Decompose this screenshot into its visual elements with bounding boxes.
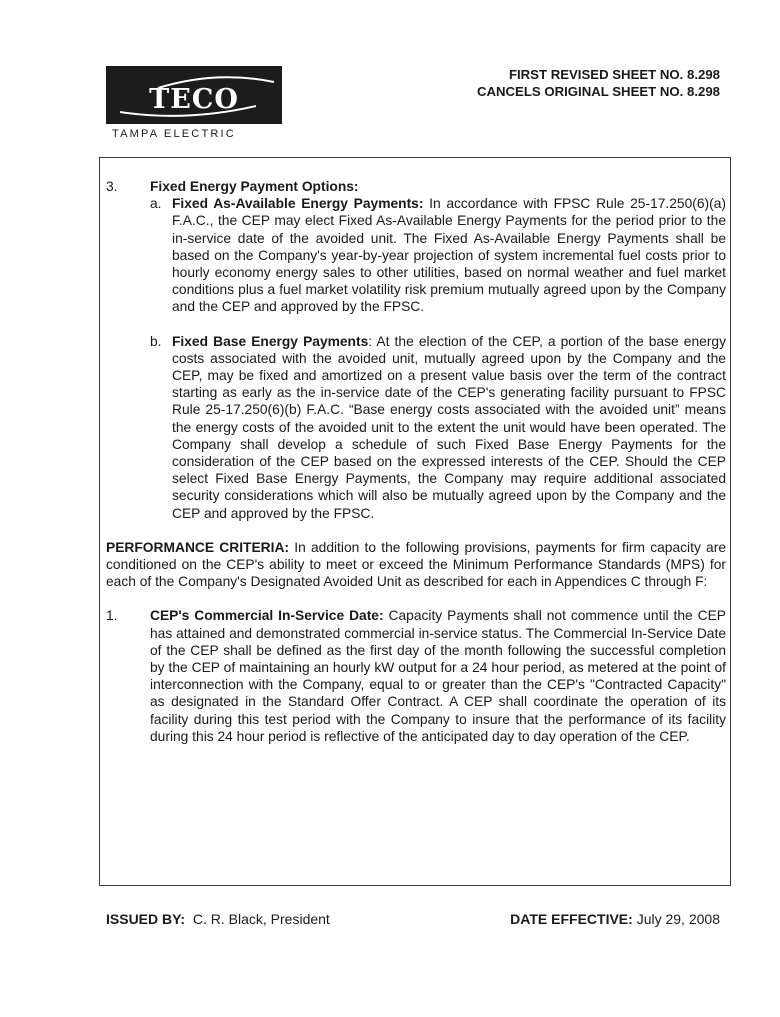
item-1: [106, 607, 726, 745]
option-b: [150, 333, 726, 522]
performance-title: PERFORMANCE CRITERIA:: [106, 539, 290, 555]
option-letter: a.: [150, 196, 162, 212]
date-effective-value: July 29, 2008: [636, 911, 720, 927]
item-1-body: Capacity Payments shall not commence until the CEP has attained and demonstrated commercial in-service status. The Commercial In-Service Date of the CEP shall be defined as the first day of the month following the successful completion by the CEP of maintaining an hourly kW output for a 24 hour period, as metered at the point of interconnection with the Company, equal to or greater than the CEP's "Contracted Capacity" as designated in the Standard Offer Contract. A CEP shall coordinate the operation of its facility during this test period with the Company to insure that the performance of its facility during this 24 hour period is reflective of the anticipated day to day operation of the CEP.: [150, 608, 726, 744]
option-a: [150, 195, 726, 315]
sheet-cancels: CANCELS ORIGINAL SHEET NO. 8.298: [476, 84, 720, 99]
option-b-body: : At the election of the CEP, a portion of the base energy costs associated with the avoided unit, mutually agreed upon by the Company and the CEP, may be fixed and amortized on a present value basis over the term of the contract starting as early as the in-service date of the CEP's generating facility pursuant to FPSC Rule 25-17.250(6)(b) F.A.C. “Base energy costs associated with the avoided unit” means the energy costs of the avoided unit to the extent the unit would have been operated. The Company shall develop a schedule of such Fixed Base Energy Payments for the consideration of the CEP based on the expressed interests of the CEP. Should the CEP select Fixed Base Energy Payments, the Company may require additional associated security considerations which will also be mutually agreed upon by the Company and the CEP and approved by the FPSC.: [172, 333, 726, 521]
option-a-text: [172, 195, 726, 315]
section-heading: Fixed Energy Payment Options:: [150, 179, 359, 194]
sheet-header: [477, 66, 720, 100]
date-effective: [510, 911, 720, 927]
sheet-number: FIRST REVISED SHEET NO. 8.298: [508, 67, 720, 82]
teco-logo: [106, 66, 282, 124]
section-number: 3.: [106, 179, 118, 194]
option-a-title: Fixed As-Available Energy Payments:: [172, 196, 424, 212]
section-3: [106, 178, 726, 195]
option-b-text: [172, 333, 726, 522]
option-b-title: Fixed Base Energy Payments: [172, 333, 369, 349]
performance-criteria: [106, 539, 726, 591]
issued-by-label: ISSUED BY:: [106, 911, 186, 927]
option-a-body: In accordance with FPSC Rule 25-17.250(6)(a) F.A.C., the CEP may elect Fixed As-Available Energy Payments for the period prior to the in-service date of the avoided unit. The Fixed As-Available Energy Payments shall be based on the Company's year-by-year projection of system incremental fuel costs prior to hourly economy energy sales to other utilities, based on normal weather and fuel market conditions plus a fuel market volatility risk premium mutually agreed upon by the Company and the CEP and approved by the FPSC.: [172, 196, 726, 315]
performance-body: In addition to the following provisions, payments for firm capacity are conditioned on the CEP's ability to meet or exceed the Minimum Performance Standards (MPS) for each of the Company's Designated Avoided Unit as described for each in Appendices C through F:: [106, 539, 726, 590]
issued-by: [106, 911, 330, 927]
logo-subtitle: TAMPA ELECTRIC: [112, 128, 236, 140]
teco-logo-mark: [106, 66, 282, 124]
tariff-body: [106, 178, 726, 745]
issued-by-value: C. R. Black, President: [192, 911, 330, 927]
item-1-text: [150, 607, 726, 745]
item-number: 1.: [106, 608, 118, 624]
logo-wordmark: TECO: [149, 84, 239, 115]
option-letter: b.: [150, 333, 162, 349]
date-effective-label: DATE EFFECTIVE:: [510, 911, 633, 927]
item-1-title: CEP's Commercial In-Service Date:: [150, 608, 384, 624]
